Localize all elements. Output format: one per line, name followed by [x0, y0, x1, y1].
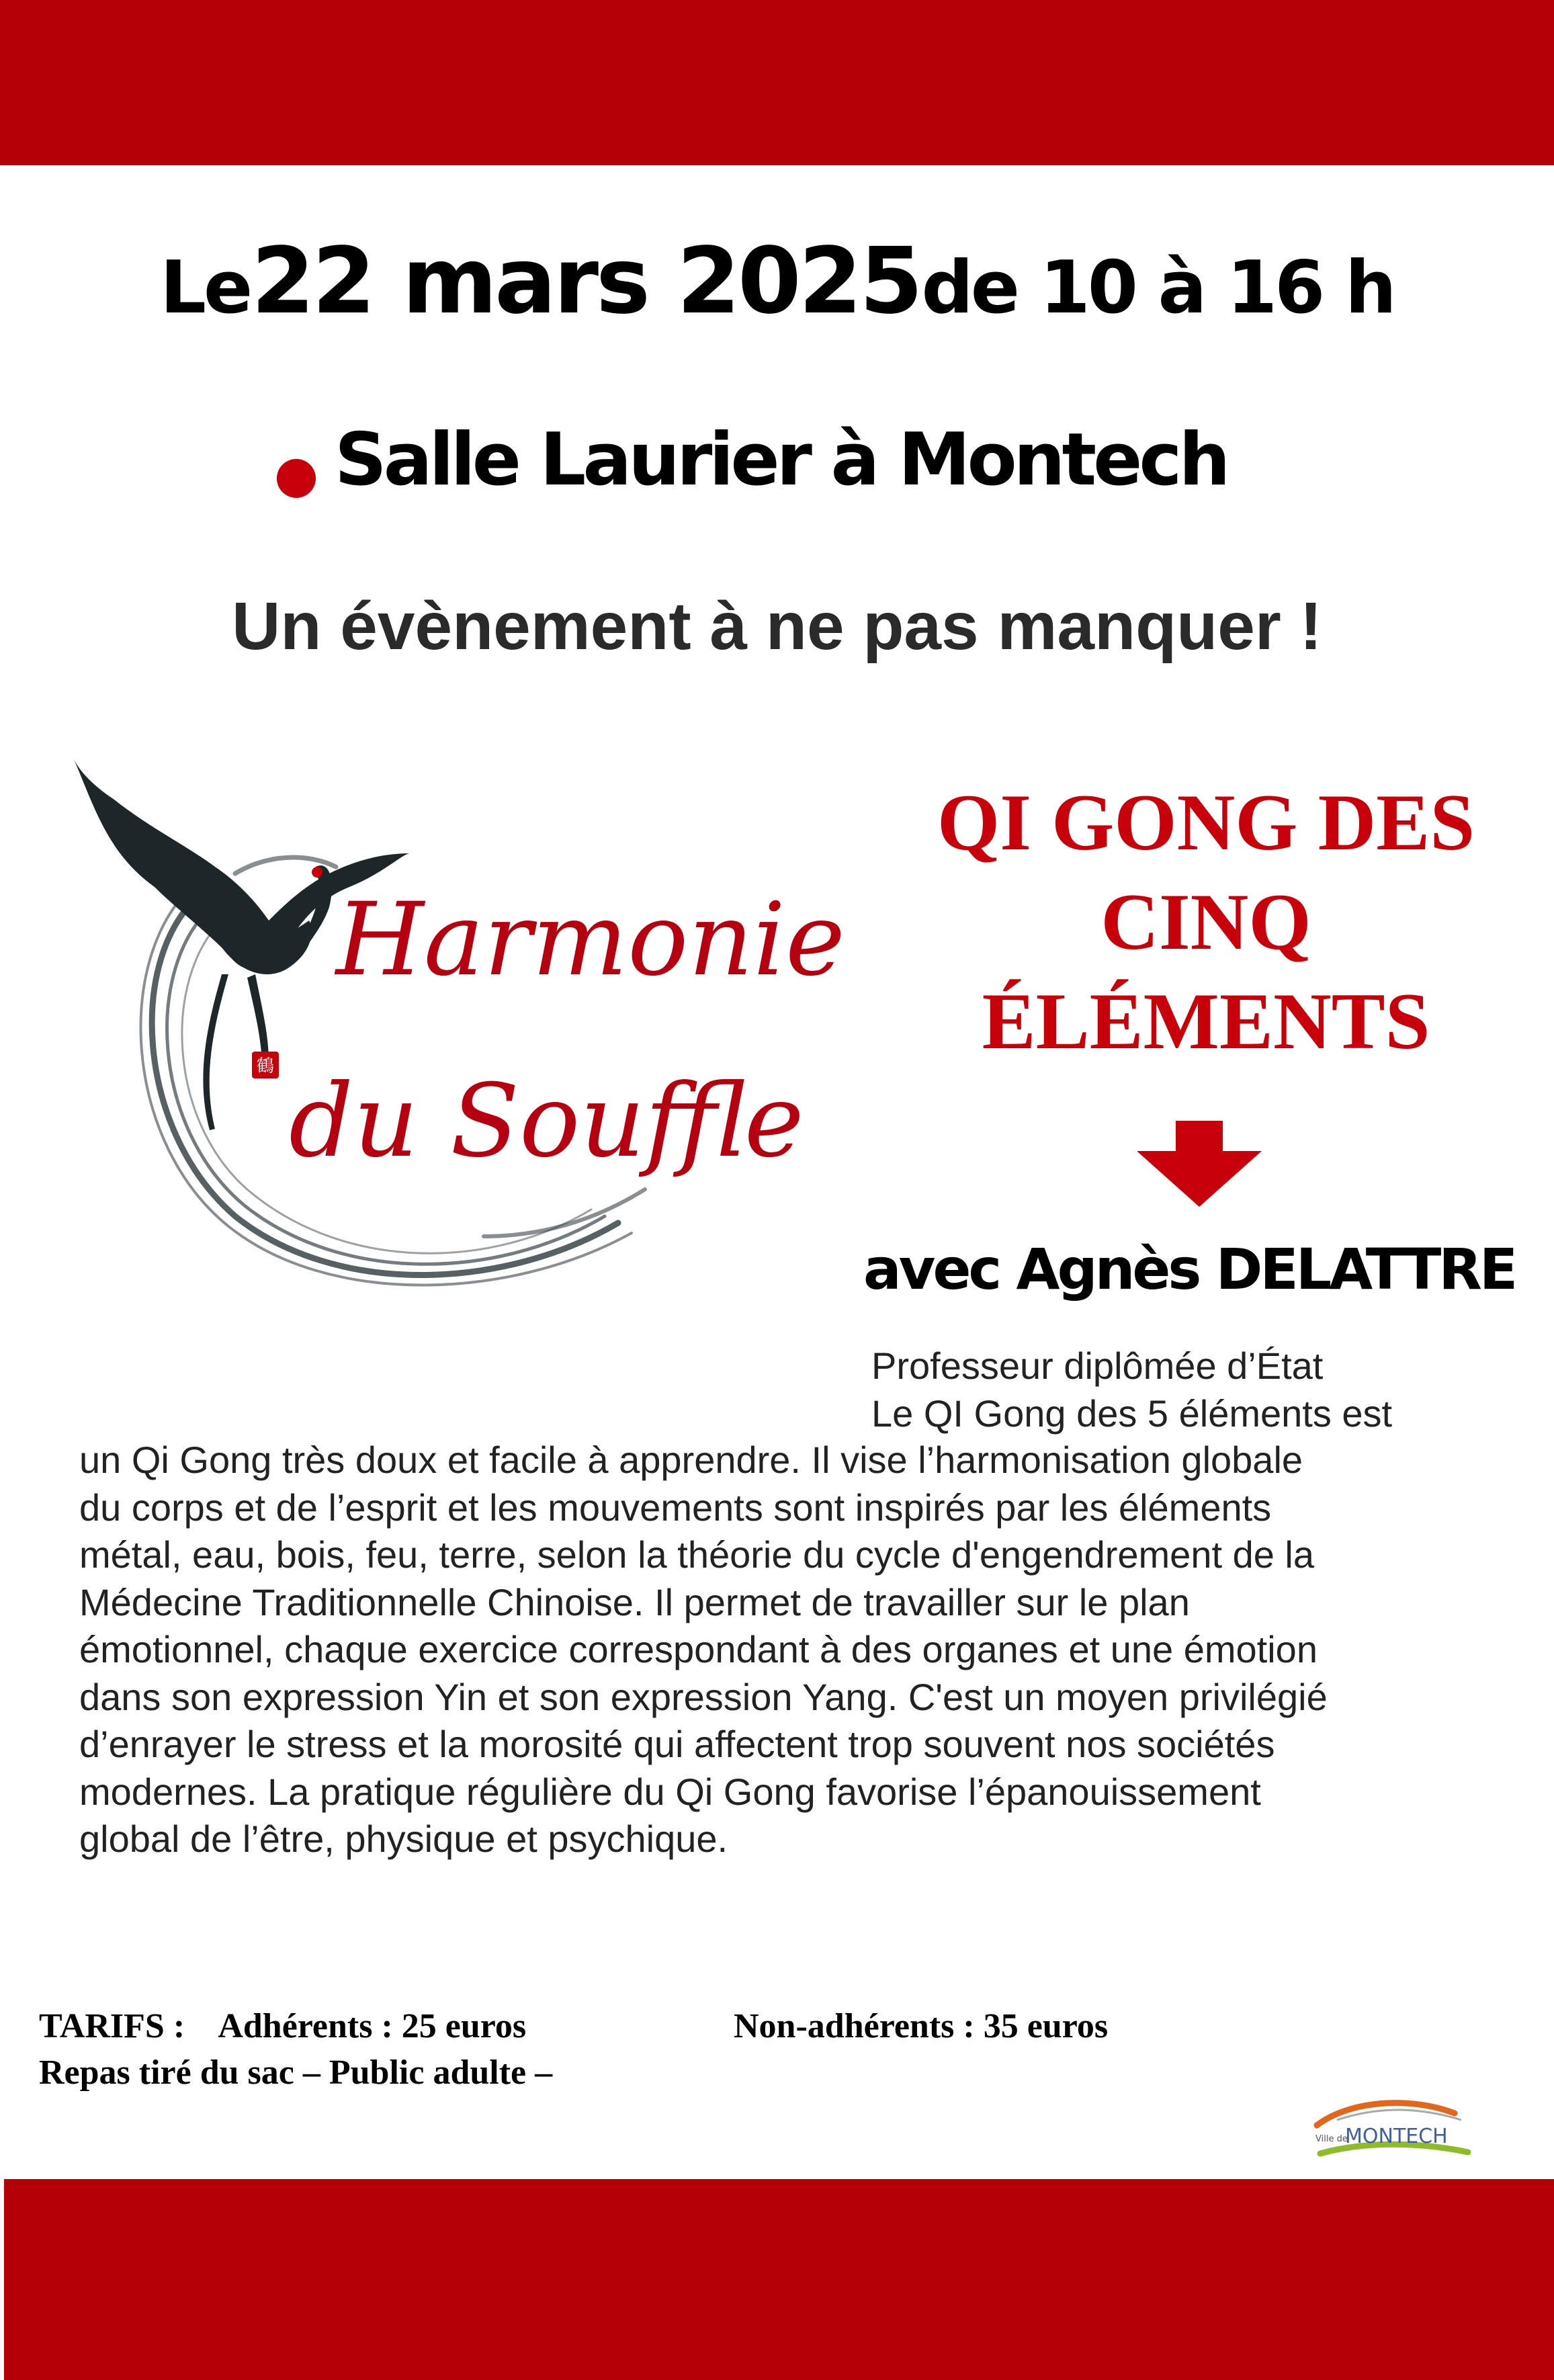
tarifs-label: TARIFS : [39, 2007, 185, 2045]
description-line: métal, eau, bois, feu, terre, selon la théorie du cycle d'engendrement de la [79, 1533, 1315, 1576]
tarifs-members [39, 2006, 526, 2046]
bottom-banner [4, 2179, 1554, 2380]
description-line: du corps et de l’esprit et les mouvements sont inspirés par les éléments [79, 1486, 1272, 1529]
tagline: Un évènement à ne pas manquer ! [232, 589, 1322, 664]
description-line: Le QI Gong des 5 éléments est [871, 1392, 1393, 1435]
event-title [880, 773, 1532, 1071]
crane-head-icon [312, 867, 322, 878]
top-banner [0, 0, 1554, 165]
description-right [871, 1343, 1392, 1437]
date-main: 22 mars 2025 [251, 228, 920, 335]
teacher-name: avec Agnès DELATTRE [863, 1236, 1516, 1302]
members-price: Adhérents : 25 euros [218, 2007, 527, 2045]
description-line: dans son expression Yin et son expression Yang. C'est un moyen privilégié [79, 1675, 1328, 1718]
tarifs-note: Repas tiré du sac – Public adulte – [39, 2053, 553, 2092]
description-line: émotionnel, chaque exercice correspondant à des organes et une émotion [79, 1628, 1318, 1670]
seal-char: 鶴 [256, 1056, 275, 1076]
montech-name: MONTECH [1345, 2125, 1448, 2148]
description-line: modernes. La pratique régulière du Qi Gong favorise l’épanouissement [79, 1770, 1261, 1813]
non-members-price: Non-adhérents : 35 euros [734, 2007, 1109, 2045]
date-prefix: Le [160, 246, 251, 330]
event-date [0, 228, 1554, 335]
description-main [79, 1437, 1328, 1863]
montech-small: Ville de [1315, 2134, 1348, 2144]
description-line: d’enrayer le stress et la morosité qui affectent trop souvent nos sociétés [79, 1723, 1275, 1765]
bullet-dot-icon [277, 459, 316, 498]
harmonie-du-souffle-logo [67, 753, 845, 1330]
description-line: Médecine Traditionnelle Chinoise. Il permet de travailler sur le plan [79, 1580, 1190, 1623]
logo-line-1: Harmonie [336, 882, 845, 998]
title-line-1: QI GONG DES [937, 777, 1475, 867]
arrow-down-icon [1135, 1121, 1263, 1208]
description-line: Professeur diplômée d’État [871, 1345, 1324, 1387]
title-line-2: CINQ [1100, 877, 1311, 966]
venue: Salle Laurier à Montech [335, 418, 1227, 502]
description-line: global de l’être, physique et psychique. [79, 1818, 728, 1860]
logo-line-2: du Souffle [289, 1063, 804, 1180]
montech-logo [1310, 2093, 1475, 2160]
title-line-3: ÉLÉMENTS [982, 976, 1430, 1066]
description-line: un Qi Gong très doux et facile à apprendre. Il vise l’harmonisation globale [79, 1439, 1303, 1481]
date-suffix: de 10 à 16 h [921, 246, 1394, 330]
